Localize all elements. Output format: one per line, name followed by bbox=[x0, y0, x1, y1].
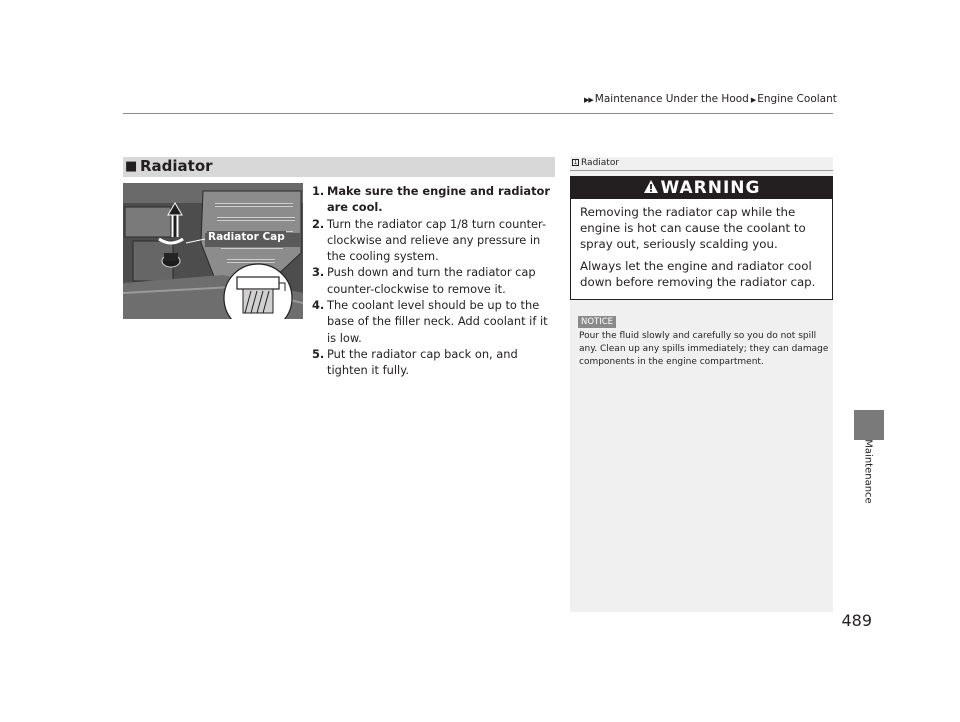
step-item bbox=[312, 297, 556, 346]
warning-bar bbox=[571, 177, 832, 199]
step-item bbox=[312, 183, 556, 216]
notes-panel bbox=[570, 157, 833, 612]
step-text: Turn the radiator cap 1/8 turn counter-clockwise and relieve any pressure in the cooling system. bbox=[327, 216, 547, 264]
warning-label: WARNING bbox=[660, 178, 761, 198]
note-marker-icon: 1 bbox=[573, 159, 578, 166]
section-header bbox=[123, 157, 555, 177]
warning-text: Removing the radiator cap while the engine is hot can cause the coolant to spray out, seriously scalding you. bbox=[580, 205, 806, 251]
figure-callout-label: Radiator Cap bbox=[208, 231, 285, 243]
radiator-figure bbox=[123, 183, 303, 319]
step-number: 3. bbox=[312, 265, 325, 280]
breadcrumb-arrow-icon: ▶ bbox=[750, 96, 756, 104]
notice-badge: NOTICE bbox=[578, 316, 616, 328]
step-number: 5. bbox=[312, 346, 325, 361]
breadcrumb-item-maintenance: Maintenance Under the Hood bbox=[594, 93, 749, 105]
step-item bbox=[312, 216, 556, 265]
side-section-label: Maintenance bbox=[862, 439, 874, 504]
breadcrumb bbox=[582, 93, 837, 105]
step-number: 1. bbox=[312, 184, 325, 198]
breadcrumb-item-coolant: Engine Coolant bbox=[757, 93, 837, 105]
section-title: Radiator bbox=[140, 157, 213, 175]
notes-heading bbox=[570, 158, 833, 170]
section-bullet-icon: ■ bbox=[125, 159, 138, 174]
step-text: Push down and turn the radiator cap counter-clockwise to remove it. bbox=[327, 265, 536, 296]
step-item bbox=[312, 264, 556, 297]
step-text: The coolant level should be up to the base of the filler neck. Add coolant if it is low. bbox=[327, 298, 548, 345]
notice-text: Pour the fluid slowly and carefully so you do not spill any. Clean up any spills immediately; they can damage components in the engine compartment. bbox=[579, 331, 829, 367]
warning-triangle-icon bbox=[643, 179, 659, 195]
header-rule bbox=[123, 113, 833, 114]
breadcrumb-arrow-icon: ▶▶ bbox=[584, 96, 593, 104]
notes-heading-text: Radiator bbox=[581, 158, 620, 168]
step-text: Put the radiator cap back on, and tighten it fully. bbox=[327, 346, 518, 378]
warning-text: Always let the engine and radiator cool down before removing the radiator cap. bbox=[580, 259, 816, 289]
page-number: 489 bbox=[841, 611, 872, 630]
step-text: Make sure the engine and radiator are cool. bbox=[327, 184, 550, 215]
step-number: 4. bbox=[312, 298, 325, 313]
step-item bbox=[312, 346, 556, 379]
step-number: 2. bbox=[312, 216, 325, 231]
notes-rule bbox=[570, 170, 833, 171]
instruction-steps bbox=[312, 183, 556, 379]
warning-box bbox=[570, 176, 833, 300]
engine-illustration bbox=[123, 183, 303, 319]
